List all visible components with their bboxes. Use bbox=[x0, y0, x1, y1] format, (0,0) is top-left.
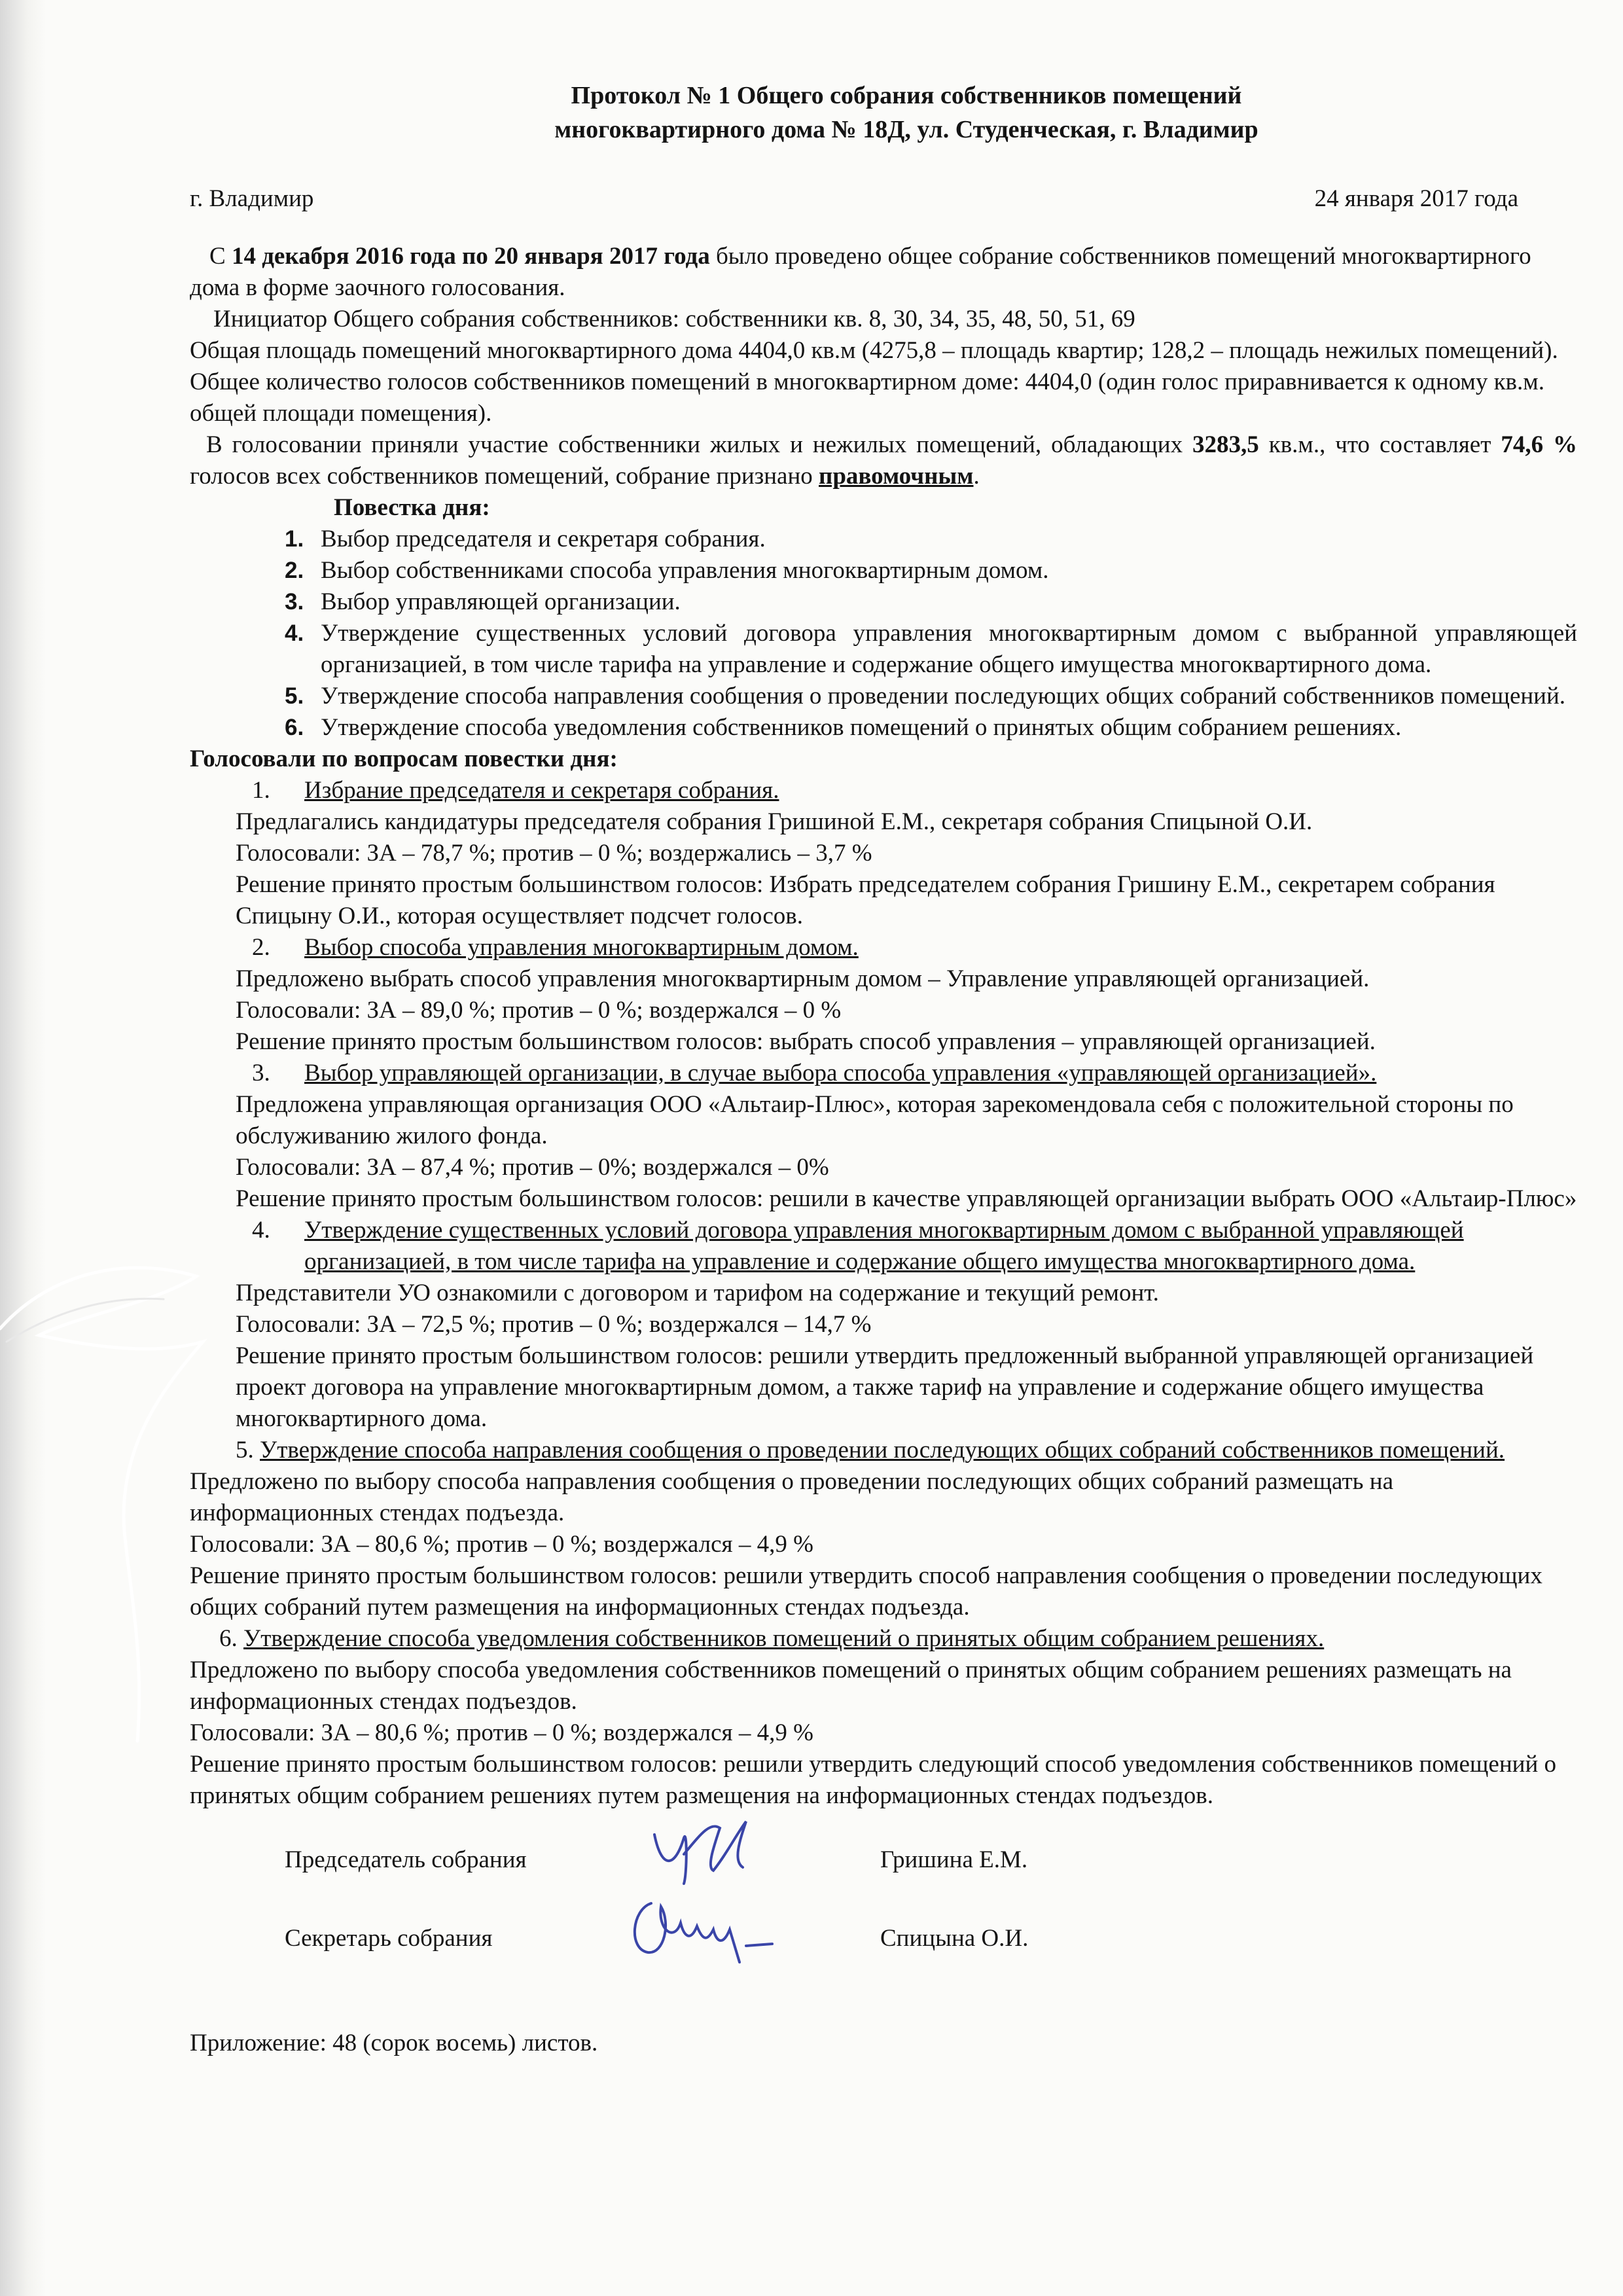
question-4 bbox=[190, 1215, 1577, 1435]
question-decision: Решение принято простым большинством голосов: решили в качестве управляющей организации выбрать ООО «Альтаир-Плюс» bbox=[236, 1185, 1577, 1212]
document-body bbox=[190, 79, 1577, 2059]
question-proposal: Предлагались кандидатуры председателя собрания Гришиной Е.М., секретаря собрания Спицыной О.И. bbox=[236, 808, 1313, 835]
question-3 bbox=[190, 1058, 1577, 1215]
protocol-date: 24 января 2017 года bbox=[1314, 185, 1518, 212]
question-title: 6. Утверждение способа уведомления собственников помещений о принятых общим собранием решениях. bbox=[219, 1625, 1325, 1652]
question-decision: Решение принято простым большинством голосов: решили утвердить следующий способ уведомления собственников помещений о принятых общим собранием решениях путем размещения на информационных стендах подъездов. bbox=[190, 1751, 1556, 1809]
question-decision: Решение принято простым большинством голосов: выбрать способ управления – управляющей организацией. bbox=[236, 1028, 1376, 1055]
title-line-2: многоквартирного дома № 18Д, ул. Студенческая, г. Владимир bbox=[554, 116, 1258, 143]
agenda-item: 6. Утверждение способа уведомления собственников помещений о принятых общим собранием решениях. bbox=[285, 714, 1402, 741]
place-date-row bbox=[190, 183, 1577, 215]
question-title: 5. Утверждение способа направления сообщения о проведении последующих общих собраний собственников помещений. bbox=[236, 1437, 1505, 1463]
intro-paragraph-1: С 14 декабря 2016 года по 20 января 2017 года было проведено общее собрание собственников помещений многоквартирного дома в форме заочного голосования. bbox=[190, 243, 1531, 301]
voting-heading: Голосовали по вопросам повестки дня: bbox=[190, 745, 618, 772]
quorum-paragraph: В голосовании приняли участие собственники жилых и нежилых помещений, обладающих 3283,5 кв.м., что составляет 74,6 % голосов всех собственников помещений, собрание признано правомочным. bbox=[190, 431, 1577, 490]
secretary-name: Спицына О.И. bbox=[880, 1925, 1029, 1952]
document-title bbox=[236, 79, 1577, 147]
secretary-signature-row bbox=[285, 1923, 1266, 1954]
question-6 bbox=[190, 1623, 1577, 1812]
question-decision: Решение принято простым большинством голосов: решили утвердить способ направления сообщения о проведении последующих общих собраний путем размещения на информационных стендах подъезда. bbox=[190, 1562, 1543, 1621]
agenda-item: 5. Утверждение способа направления сообщения о проведении последующих общих собраний собственников помещений. bbox=[285, 683, 1566, 709]
signature-block bbox=[190, 1844, 1577, 2008]
secretary-role: Секретарь собрания bbox=[285, 1925, 493, 1952]
agenda-heading: Повестка дня: bbox=[334, 494, 490, 521]
question-vote-result: Голосовали: ЗА – 80,6 %; против – 0 %; воздержался – 4,9 % bbox=[190, 1531, 813, 1558]
appendix-note: Приложение: 48 (сорок восемь) листов. bbox=[190, 2030, 598, 2056]
chair-role: Председатель собрания bbox=[285, 1846, 527, 1873]
question-title: 1. Избрание председателя и секретаря собрания. bbox=[252, 777, 779, 804]
binding-thread bbox=[0, 1230, 314, 1754]
agenda-item: 2. Выбор собственниками способа управления многоквартирным домом. bbox=[285, 557, 1049, 584]
secretary-signature bbox=[625, 1890, 776, 1969]
quorum-status: правомочным bbox=[819, 463, 974, 490]
question-1 bbox=[190, 775, 1577, 932]
question-proposal: Предложена управляющая организация ООО «Альтаир-Плюс», которая зарекомендовала себя с положительной стороны по обслуживанию жилого фонда. bbox=[236, 1091, 1514, 1149]
area-paragraph: Общая площадь помещений многоквартирного дома 4404,0 кв.м (4275,8 – площадь квартир; 128,2 – площадь нежилых помещений). bbox=[190, 337, 1558, 364]
question-5 bbox=[190, 1435, 1577, 1623]
chair-signature-row bbox=[285, 1844, 1266, 1876]
question-proposal: Предложено по выбору способа направления сообщения о проведении последующих общих собраний размещать на информационных стендах подъезда. bbox=[190, 1468, 1394, 1526]
question-title: 4. Утверждение существенных условий договора управления многоквартирным домом с выбранной управляющей организацией, в том числе тарифа на управление и содержание общего имущества многоквартирного дома. bbox=[252, 1217, 1464, 1275]
question-vote-result: Голосовали: ЗА – 72,5 %; против – 0 %; воздержался – 14,7 % bbox=[236, 1311, 872, 1338]
question-proposal: Представители УО ознакомили с договором и тарифом на содержание и текущий ремонт. bbox=[236, 1280, 1159, 1306]
meeting-period: 14 декабря 2016 года по 20 января 2017 года bbox=[231, 243, 710, 270]
question-2 bbox=[190, 932, 1577, 1058]
chair-name: Гришина Е.М. bbox=[880, 1846, 1028, 1873]
intro-section bbox=[190, 241, 1577, 492]
initiator-paragraph: Инициатор Общего собрания собственников: собственники кв. 8, 30, 34, 35, 48, 50, 51, 69 bbox=[213, 306, 1135, 332]
agenda-item: 1. Выбор председателя и секретаря собрания. bbox=[285, 526, 766, 552]
agenda-item: 3. Выбор управляющей организации. bbox=[285, 588, 681, 615]
question-vote-result: Голосовали: ЗА – 89,0 %; против – 0 %; воздержался – 0 % bbox=[236, 997, 842, 1024]
votes-total-paragraph: Общее количество голосов собственников помещений в многоквартирном доме: 4404,0 (один голос приравнивается к одному кв.м. общей площади помещения). bbox=[190, 368, 1544, 427]
question-vote-result: Голосовали: ЗА – 78,7 %; против – 0 %; воздержались – 3,7 % bbox=[236, 840, 872, 867]
question-title: 3. Выбор управляющей организации, в случае выбора способа управления «управляющей организацией». bbox=[252, 1060, 1377, 1086]
city: г. Владимир bbox=[190, 185, 314, 212]
question-vote-result: Голосовали: ЗА – 80,6 %; против – 0 %; воздержался – 4,9 % bbox=[190, 1719, 813, 1746]
question-title: 2. Выбор способа управления многоквартирным домом. bbox=[252, 934, 859, 961]
question-proposal: Предложено по выбору способа уведомления собственников помещений о принятых общим собранием решениях размещать на информационных стендах подъездов. bbox=[190, 1657, 1512, 1715]
participation-percent: 74,6 % bbox=[1501, 431, 1577, 458]
paper-edge-shadow bbox=[0, 0, 46, 2296]
question-proposal: Предложено выбрать способ управления многоквартирным домом – Управление управляющей организацией. bbox=[236, 965, 1370, 992]
chair-signature bbox=[648, 1808, 759, 1887]
question-decision: Решение принято простым большинством голосов: Избрать председателем собрания Гришину Е.М., секретарем собрания Спицыну О.И., которая осуществляет подсчет голосов. bbox=[236, 871, 1495, 929]
question-decision: Решение принято простым большинством голосов: решили утвердить предложенный выбранной управляющей организацией проект договора на управление многоквартирным домом, а также тариф на управление и содержание общего имущества многоквартирного дома. bbox=[236, 1342, 1534, 1432]
question-vote-result: Голосовали: ЗА – 87,4 %; против – 0%; воздержался – 0% bbox=[236, 1154, 829, 1181]
agenda-list bbox=[190, 524, 1577, 744]
participating-area: 3283,5 bbox=[1192, 431, 1259, 458]
agenda-item: 4. Утверждение существенных условий договора управления многоквартирным домом с выбранной управляющей организацией, в том числе тарифа на управление и содержание общего имущества многоквартирного дома. bbox=[285, 620, 1577, 678]
title-line-1: Протокол № 1 Общего собрания собственников помещений bbox=[571, 82, 1242, 109]
